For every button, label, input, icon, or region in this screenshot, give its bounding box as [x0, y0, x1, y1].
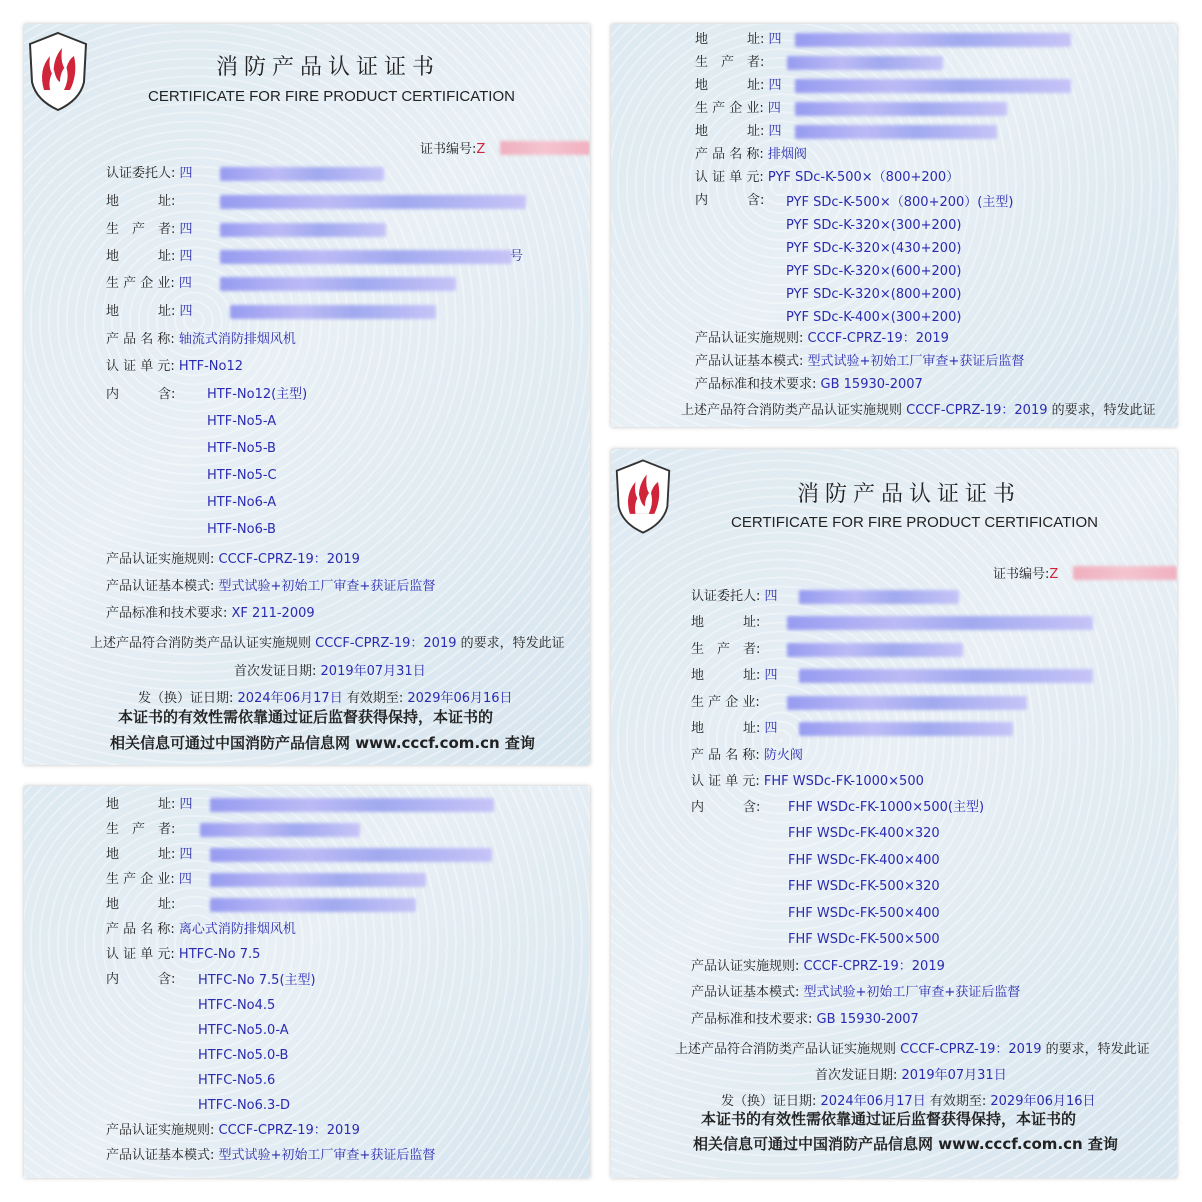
cert-title-cn: 消防产品认证证书	[797, 482, 1022, 507]
mode-row: 产品认证基本模式: 型式试验+初始工厂审查+获证后监督	[691, 985, 1021, 1000]
standard-row: 产品标准和技术要求: GB 15930-2007	[691, 1012, 919, 1027]
address2-redacted	[799, 669, 1093, 683]
contains-label: 内 含:	[695, 193, 765, 208]
address-redacted	[787, 616, 1093, 630]
address2-redacted	[795, 79, 1071, 93]
product-name-row: 产 品 名 称: 离心式消防排烟风机	[106, 922, 296, 937]
list-item: HTFC-No4.5	[198, 998, 276, 1013]
standard-row: 产品标准和技术要求: GB 15930-2007	[695, 377, 923, 392]
contains-label: 内 含:	[106, 972, 176, 987]
validity-note-line1: 本证书的有效性需依靠通过证后监督获得保持，本证书的	[701, 1110, 1077, 1128]
list-item: PYF SDc-K-400×(300+200)	[786, 310, 962, 325]
factory-redacted	[220, 277, 456, 291]
rule-row: 产品认证实施规则: CCCF-CPRZ-19：2019	[695, 331, 949, 346]
cert-number-redacted	[500, 141, 590, 155]
list-item: HTF-No5-C	[207, 468, 277, 483]
address2-row: 地 址: 四	[691, 668, 778, 683]
cert-title-cn: 消防产品认证证书	[216, 55, 441, 80]
statement-line: 上述产品符合消防类产品认证实施规则 CCCF-CPRZ-19：2019 的要求，特发此证	[90, 636, 565, 651]
factory-redacted	[795, 102, 1007, 116]
list-item: FHF WSDc-FK-500×320	[788, 879, 940, 895]
address2-suffix: 号	[510, 249, 524, 264]
factory-row: 生 产 企 业: 四	[106, 872, 192, 887]
first-issue-line: 首次发证日期: 2019年07月31日	[815, 1068, 1007, 1083]
address3-row: 地 址: 四	[695, 124, 782, 139]
mode-row: 产品认证基本模式: 型式试验+初始工厂审查+获证后监督	[106, 1148, 436, 1163]
entrustor-row: 认证委托人: 四	[691, 589, 778, 604]
address-redacted	[210, 798, 494, 812]
issue-valid-line: 发（换）证日期: 2024年06月17日 有效期至: 2029年06月16日	[721, 1094, 1096, 1109]
cert-title-en: CERTIFICATE FOR FIRE PRODUCT CERTIFICATION	[148, 88, 515, 105]
cert-number-label: 证书编号:Z	[993, 567, 1059, 582]
mode-row: 产品认证基本模式: 型式试验+初始工厂审查+获证后监督	[695, 354, 1025, 369]
list-item: FHF WSDc-FK-400×400	[788, 852, 940, 868]
product-name-row: 产 品 名 称: 排烟阀	[695, 147, 807, 162]
contains-list	[207, 381, 307, 543]
cert-unit-row: 认 证 单 元: FHF WSDc-FK-1000×500	[691, 774, 924, 789]
factory-row: 生 产 企 业:	[691, 695, 760, 710]
producer-row: 生 产 者: 四	[106, 222, 193, 237]
mode-row: 产品认证基本模式: 型式试验+初始工厂审查+获证后监督	[106, 579, 436, 594]
list-item: FHF WSDc-FK-500×400	[788, 905, 940, 921]
list-item: HTF-No12(主型)	[207, 387, 308, 402]
certificate-panel-centrifugal-fan	[24, 786, 590, 1178]
address-row: 地 址: 四	[106, 797, 193, 812]
fire-shield-logo-icon	[613, 457, 673, 537]
address-row: 地 址: 四	[695, 32, 782, 47]
list-item: HTF-No5-A	[207, 414, 277, 429]
validity-note-line2: 相关信息可通过中国消防产品信息网 www.cccf.com.cn 查询	[693, 1135, 1118, 1153]
certificate-panel-smoke-valve	[611, 24, 1177, 427]
address-row: 地 址:	[106, 194, 176, 209]
list-item: PYF SDc-K-320×(430+200)	[786, 241, 962, 256]
list-item: HTF-No5-B	[207, 441, 276, 456]
list-item: HTFC-No 7.5(主型)	[198, 973, 316, 988]
address2-row: 地 址: 四	[106, 847, 193, 862]
factory-redacted	[210, 873, 426, 887]
list-item: HTFC-No5.6	[198, 1073, 276, 1088]
factory-redacted	[787, 696, 1027, 710]
statement-line: 上述产品符合消防类产品认证实施规则 CCCF-CPRZ-19：2019 的要求，特发此证	[675, 1042, 1150, 1057]
statement-line: 上述产品符合消防类产品认证实施规则 CCCF-CPRZ-19：2019 的要求，特发此证	[681, 403, 1156, 418]
address3-row: 地 址:	[106, 897, 176, 912]
certificate-panel-fire-damper	[611, 449, 1177, 1178]
address-redacted	[795, 33, 1071, 47]
list-item: PYF SDc-K-320×(300+200)	[786, 218, 962, 233]
standard-row: 产品标准和技术要求: XF 211-2009	[106, 606, 315, 621]
contains-list	[788, 795, 984, 953]
producer-redacted	[220, 223, 386, 237]
producer-redacted	[787, 643, 963, 657]
address2-row: 地 址: 四	[695, 78, 782, 93]
product-name-row: 产 品 名 称: 轴流式消防排烟风机	[106, 332, 296, 347]
list-item: FHF WSDc-FK-1000×500(主型)	[788, 800, 985, 815]
factory-row: 生 产 企 业: 四	[106, 276, 192, 291]
cert-title-en: CERTIFICATE FOR FIRE PRODUCT CERTIFICATION	[731, 514, 1098, 531]
cert-number-redacted	[1073, 566, 1177, 580]
contains-list	[786, 191, 1013, 329]
entrustor-row: 认证委托人: 四	[106, 166, 193, 181]
list-item: HTF-No6-A	[207, 495, 277, 510]
address3-redacted	[799, 722, 1013, 736]
contains-list	[198, 968, 316, 1118]
first-issue-line: 首次发证日期: 2019年07月31日	[234, 664, 426, 679]
address2-redacted	[220, 250, 512, 264]
list-item: PYF SDc-K-320×(600+200)	[786, 264, 962, 279]
address2-row: 地 址: 四	[106, 249, 193, 264]
contains-label: 内 含:	[106, 387, 176, 402]
factory-row: 生 产 企 业: 四	[695, 101, 781, 116]
list-item: PYF SDc-K-500×（800+200）(主型)	[786, 195, 1014, 210]
list-item: FHF WSDc-FK-500×500	[788, 932, 940, 948]
address-row: 地 址:	[691, 615, 761, 630]
product-name-row: 产 品 名 称: 防火阀	[691, 748, 803, 763]
producer-redacted	[200, 823, 360, 837]
producer-redacted	[787, 56, 943, 70]
producer-row: 生 产 者:	[695, 55, 765, 70]
list-item: PYF SDc-K-320×(800+200)	[786, 287, 962, 302]
rule-row: 产品认证实施规则: CCCF-CPRZ-19：2019	[106, 552, 360, 567]
entrustor-redacted	[220, 167, 384, 181]
contains-label: 内 含:	[691, 800, 761, 815]
certificate-panel-axial-fan	[24, 24, 590, 765]
issue-valid-line: 发（换）证日期: 2024年06月17日 有效期至: 2029年06月16日	[138, 691, 513, 706]
address-redacted	[220, 195, 526, 209]
validity-note-line1: 本证书的有效性需依靠通过证后监督获得保持，本证书的	[118, 708, 494, 726]
cert-unit-row: 认 证 单 元: HTFC-No 7.5	[106, 947, 261, 962]
address3-redacted	[230, 305, 436, 319]
list-item: HTFC-No6.3-D	[198, 1098, 291, 1113]
entrustor-redacted	[799, 590, 959, 604]
producer-row: 生 产 者:	[691, 642, 761, 657]
cert-unit-row: 认 证 单 元: PYF SDc-K-500×（800+200）	[695, 170, 960, 185]
address3-redacted	[795, 125, 997, 139]
list-item: HTF-No6-B	[207, 522, 276, 537]
cert-unit-row: 认 证 单 元: HTF-No12	[106, 359, 244, 374]
validity-note-line2: 相关信息可通过中国消防产品信息网 www.cccf.com.cn 查询	[110, 734, 535, 752]
list-item: FHF WSDc-FK-400×320	[788, 826, 940, 842]
list-item: HTFC-No5.0-A	[198, 1023, 289, 1038]
fire-shield-logo-icon	[26, 30, 90, 114]
address3-redacted	[210, 898, 416, 912]
rule-row: 产品认证实施规则: CCCF-CPRZ-19：2019	[106, 1123, 360, 1138]
list-item: HTFC-No5.0-B	[198, 1048, 289, 1063]
producer-row: 生 产 者:	[106, 822, 176, 837]
rule-row: 产品认证实施规则: CCCF-CPRZ-19：2019	[691, 959, 945, 974]
address3-row: 地 址: 四	[691, 721, 778, 736]
address3-row: 地 址: 四	[106, 304, 193, 319]
address2-redacted	[210, 848, 492, 862]
cert-number-label: 证书编号:Z	[420, 142, 486, 157]
